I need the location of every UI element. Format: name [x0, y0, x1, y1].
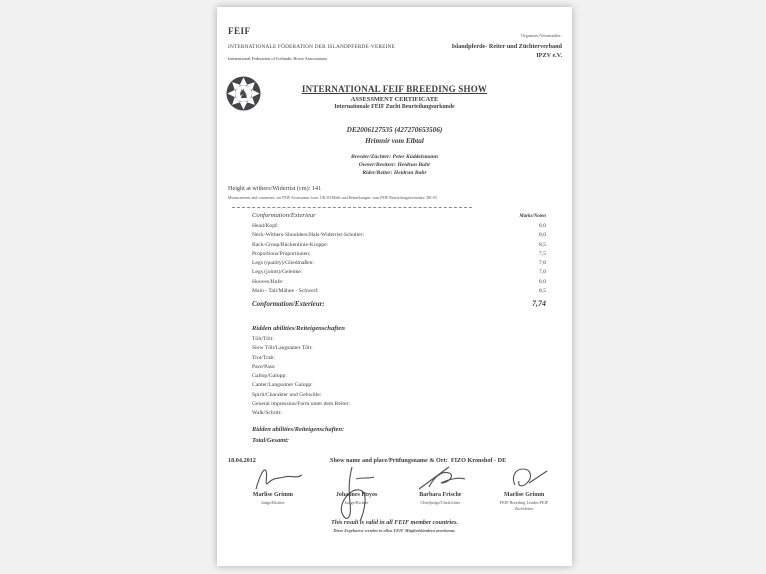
table-row: [252, 391, 546, 400]
conformation-table: [252, 212, 546, 308]
table-row: [252, 259, 546, 268]
signatures-row: [231, 465, 566, 512]
signature-stroke-icon: [238, 465, 308, 491]
marks-header-label: Marks/Noten: [519, 214, 546, 219]
row-mark: 8,0: [539, 232, 546, 239]
registration-number: DE2006127535 (427270653506): [346, 126, 443, 134]
section-divider: [232, 207, 472, 208]
conformation-total-value: 7,74: [532, 299, 546, 309]
row-label: Legs (joints)/Gelenke:: [252, 269, 303, 276]
row-label: General impression/Form unter dem Reiter:: [252, 401, 350, 408]
signature-chiefjudge: [399, 465, 483, 512]
row-label: Trot/Trab:: [252, 354, 275, 361]
row-label: Walk/Schritt:: [252, 410, 282, 417]
feif-abbreviation: FEIF: [228, 26, 251, 36]
row-label: Slow Tölt/Langsamer Tölt:: [252, 345, 313, 352]
feif-name-german: INTERNATIONALE FÖDERATION DER ISLANDPFERDE-VEREINE: [228, 44, 395, 50]
signer-role: Judge/Richter: [260, 500, 285, 505]
row-label: Proportions/Proportionen:: [252, 250, 311, 257]
signer-role: Chiefjudge/Chefrichter: [420, 500, 461, 505]
certificate-subtitle: ASSESSMENT CERTIFICATE: [350, 96, 439, 103]
certificate-subtitle-german: Internationale FEIF Zucht Beurteilungsurkunde: [334, 104, 455, 110]
certificate-page: [217, 7, 572, 566]
table-row: [252, 400, 546, 409]
feif-org-block: [228, 26, 395, 61]
certificate-title-block: [217, 84, 572, 110]
svg-text:♞: ♞: [237, 85, 250, 101]
row-label: Hooves/Hufe:: [252, 278, 284, 285]
signer-role: Judge/Richter: [344, 500, 369, 505]
grand-total-label: Total/Gesamt:: [252, 436, 290, 444]
ridden-subtotal-label: Ridden abilities/Reiteigenschaften:: [252, 425, 345, 433]
organizer-block: [452, 33, 562, 60]
row-mark: 7,0: [539, 260, 546, 267]
organizer-name: Islandpferde- Reiter und Züchterverband: [451, 42, 562, 50]
table-row: [252, 381, 546, 390]
signer-name: Marlise Grimm: [252, 492, 293, 498]
signature-stroke-icon: [322, 465, 392, 491]
show-name-line: [330, 457, 506, 464]
table-row: [252, 354, 546, 363]
row-label: Canter/Langsamer Galopp:: [252, 382, 313, 389]
table-row: [252, 241, 546, 250]
row-mark: 8,5: [539, 241, 546, 248]
signature-breeding-leader: [482, 465, 566, 512]
organizer-label: Organizer/Veranstalter:: [521, 33, 562, 38]
row-label: Pace/Pass:: [252, 363, 276, 370]
conformation-header-label: Conformation/Exterieur: [252, 212, 316, 219]
row-label: Back-Croup/Rückenlinie-Kruppe:: [252, 241, 329, 248]
certificate-title: INTERNATIONAL FEIF BREEDING SHOW: [301, 84, 488, 94]
row-mark: 7,5: [539, 250, 546, 257]
ridden-abilities-table: [252, 325, 546, 446]
people-block: [217, 153, 572, 177]
row-label: Legs (quality)/Gliedmaßen:: [252, 260, 314, 267]
conformation-table-header: [252, 212, 546, 219]
feif-name-english: International Federation of Icelandic Horse Associations: [228, 56, 328, 61]
row-label: Head/Kopf:: [252, 223, 279, 229]
table-row: [252, 268, 546, 277]
row-label: Main - Tail/Mähne - Schweif:: [252, 288, 319, 295]
signer-name: Johannes Hoyos: [335, 492, 378, 498]
signature-stroke-icon: [405, 465, 475, 491]
validity-statement-de: Diese Ergebnisse werden in allen FEIF Mitgliedsländern anerkannt.: [333, 528, 456, 533]
row-label: Spirit/Charakter und Gehwille:: [252, 391, 322, 398]
validity-statement-en: This result is valid in all FEIF member countries.: [331, 519, 458, 526]
row-label: Tölt/Tölt:: [252, 336, 274, 342]
show-name-label: Show name and place/Prüfungsname & Ort:: [330, 457, 448, 464]
table-row: [252, 409, 546, 418]
table-row: [252, 344, 546, 353]
measurement-note: Measurements and comments: see FEIF Assessment form: UK-03/Maße und Bemerkungen: vom FEIF Beurteilungsformulare: DE-03: [228, 196, 437, 200]
owner-line: Owner/Besitzer: Heidrun Bahr: [358, 162, 431, 168]
ridden-header-label: Ridden abilities/Reiteigenschaften: [252, 325, 345, 332]
table-row: [252, 335, 546, 344]
row-mark: 8,0: [539, 278, 546, 285]
table-row: [252, 372, 546, 381]
conformation-total-label: Conformation/Exterieur:: [252, 300, 325, 309]
breeder-line: Breeder/Züchter: Peter Küddelsmann: [350, 154, 438, 160]
table-row: [252, 250, 546, 259]
row-mark: 7,0: [539, 269, 546, 276]
row-label: Gallop/Galopp:: [252, 373, 287, 380]
signature-stroke-icon: [489, 465, 559, 491]
assessment-date: 18.04.2012: [228, 457, 256, 464]
signer-name: Marlise Grimm: [504, 492, 545, 498]
row-label: Neck-Withers-Shoulders/Hals-Widerrist-Schulter:: [252, 232, 365, 239]
horse-name: Hrimnir vom Elbtal: [365, 137, 424, 145]
table-row: [252, 363, 546, 372]
signature-judge-2: [315, 465, 399, 512]
conformation-total-row: [252, 299, 546, 308]
signature-judge-1: [231, 465, 315, 512]
show-name-value: FIZO Kronshof - DE: [450, 457, 507, 464]
signer-role: FEIF Breeding Leader/FEIF Zuchtleiter: [499, 500, 549, 512]
height-line: Height at withers/Widerrist (cm): 141: [228, 185, 322, 192]
table-row: [252, 278, 546, 287]
table-row: [252, 231, 546, 240]
row-mark: 8,0: [539, 223, 546, 229]
organizer-abbreviation: IPZV e.V.: [536, 51, 562, 59]
row-mark: 8,5: [539, 288, 546, 295]
signer-name: Barbara Frische: [419, 492, 462, 498]
rider-line: Rider/Reiter: Heidrun Bahr: [362, 170, 427, 176]
table-row: [252, 287, 546, 296]
table-row: [252, 222, 546, 231]
